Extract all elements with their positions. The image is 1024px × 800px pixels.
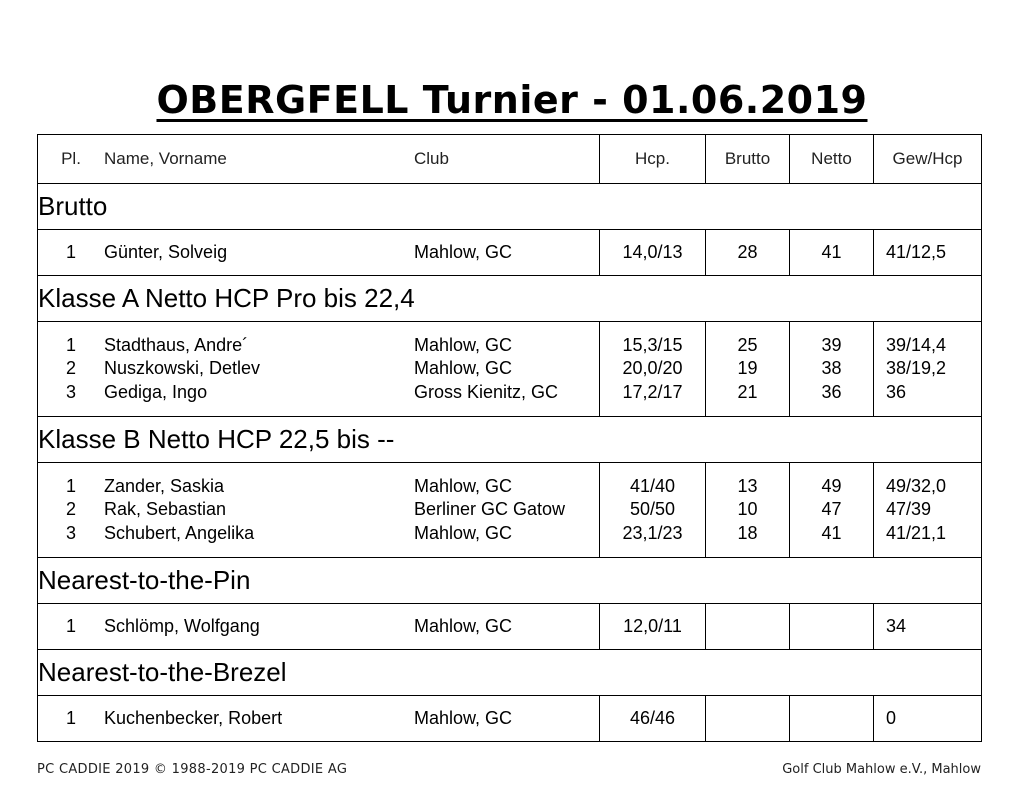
player-cell <box>38 322 600 417</box>
cell-netto: 47 <box>821 499 842 520</box>
cell-gew: 38/19,2 <box>886 358 947 379</box>
cell-column-netto <box>790 604 874 650</box>
cell-column-gew <box>874 696 982 742</box>
header-name: Name, Vorname <box>104 149 227 168</box>
cell-column-hcp <box>600 696 706 742</box>
cell-brutto: 18 <box>737 522 758 543</box>
cell-hcp: 46/46 <box>629 707 676 728</box>
section-title: Nearest-to-the-Brezel <box>38 650 982 696</box>
cell-gew: 41/21,1 <box>886 522 947 543</box>
cell-pl: 1 <box>65 334 76 355</box>
section-data-row <box>38 230 982 276</box>
cell-column-gew <box>874 463 982 558</box>
cell-hcp: 20,0/20 <box>622 358 683 379</box>
cell-column-netto <box>790 463 874 558</box>
cell-gew: 34 <box>886 615 907 636</box>
cell-gew: 39/14,4 <box>886 334 947 355</box>
column-pl <box>38 334 104 405</box>
header-gew: Gew/Hcp <box>874 135 982 184</box>
cell-brutto: 21 <box>737 381 758 402</box>
footer-copyright: PC CADDIE 2019 © 1988-2019 PC CADDIE AG <box>37 762 348 777</box>
cell-name: Schlömp, Wolfgang <box>104 615 260 636</box>
cell-hcp: 15,3/15 <box>622 334 683 355</box>
cell-column-hcp <box>600 230 706 276</box>
cell-name: Kuchenbecker, Robert <box>104 707 283 728</box>
cell-pl: 2 <box>65 358 76 379</box>
cell-column-brutto <box>706 463 790 558</box>
cell-column-netto <box>790 230 874 276</box>
header-netto: Netto <box>790 135 874 184</box>
cell-hcp: 17,2/17 <box>622 381 683 402</box>
cell-club: Berliner GC Gatow <box>414 499 566 520</box>
cell-gew: 41/12,5 <box>886 241 947 262</box>
cell-pl: 3 <box>65 381 76 402</box>
cell-name: Günter, Solveig <box>104 241 228 262</box>
column-club <box>414 334 604 405</box>
cell-brutto: 19 <box>737 358 758 379</box>
cell-pl: 1 <box>65 241 76 262</box>
section-title: Klasse A Netto HCP Pro bis 22,4 <box>38 276 982 322</box>
results-table <box>37 134 982 742</box>
cell-brutto: 10 <box>737 499 758 520</box>
cell-club: Mahlow, GC <box>414 334 513 355</box>
cell-name: Zander, Saskia <box>104 475 225 496</box>
cell-hcp: 23,1/23 <box>622 522 683 543</box>
column-club <box>414 241 604 265</box>
column-name <box>104 615 414 639</box>
cell-hcp: 41/40 <box>629 475 676 496</box>
column-pl <box>38 615 104 639</box>
column-pl <box>38 241 104 265</box>
column-club <box>414 475 604 546</box>
cell-name: Gediga, Ingo <box>104 381 208 402</box>
page-title: OBERGFELL Turnier - 01.06.2019 <box>156 78 868 122</box>
cell-hcp: 14,0/13 <box>622 241 683 262</box>
section-data-row <box>38 463 982 558</box>
cell-brutto <box>706 615 789 639</box>
column-name <box>104 475 414 546</box>
cell-gew: 36 <box>886 381 907 402</box>
section-data-row <box>38 604 982 650</box>
footer-club: Golf Club Mahlow e.V., Mahlow <box>782 762 981 777</box>
cell-column-gew <box>874 230 982 276</box>
section-header <box>38 417 982 463</box>
cell-club: Mahlow, GC <box>414 358 513 379</box>
cell-column-brutto <box>706 322 790 417</box>
cell-netto <box>790 707 873 731</box>
cell-club: Mahlow, GC <box>414 615 513 636</box>
cell-netto: 49 <box>821 475 842 496</box>
cell-pl: 1 <box>65 615 76 636</box>
column-pl <box>38 707 104 731</box>
player-cell <box>38 463 600 558</box>
cell-club: Mahlow, GC <box>414 475 513 496</box>
cell-hcp: 50/50 <box>629 499 676 520</box>
header-club: Club <box>414 149 449 168</box>
cell-column-brutto <box>706 604 790 650</box>
section-title: Klasse B Netto HCP 22,5 bis -- <box>38 417 982 463</box>
cell-brutto: 28 <box>737 241 758 262</box>
player-cell <box>38 230 600 276</box>
column-name <box>104 707 414 731</box>
player-cell <box>38 604 600 650</box>
column-club <box>414 707 604 731</box>
column-club <box>414 615 604 639</box>
cell-column-netto <box>790 696 874 742</box>
cell-column-hcp <box>600 463 706 558</box>
cell-name: Stadthaus, Andre´ <box>104 334 249 355</box>
cell-column-hcp <box>600 604 706 650</box>
cell-pl: 2 <box>65 499 76 520</box>
cell-netto: 38 <box>821 358 842 379</box>
cell-club: Gross Kienitz, GC <box>414 381 559 402</box>
header-pl: Pl. <box>61 149 81 168</box>
header-brutto: Brutto <box>706 135 790 184</box>
cell-brutto <box>706 707 789 731</box>
cell-gew: 49/32,0 <box>886 475 947 496</box>
section-header <box>38 650 982 696</box>
section-title: Nearest-to-the-Pin <box>38 558 982 604</box>
cell-column-brutto <box>706 230 790 276</box>
cell-name: Nuszkowski, Detlev <box>104 358 261 379</box>
cell-column-hcp <box>600 322 706 417</box>
player-cell <box>38 696 600 742</box>
column-name <box>104 241 414 265</box>
column-name <box>104 334 414 405</box>
column-pl <box>38 475 104 546</box>
section-title: Brutto <box>38 184 982 230</box>
cell-pl: 1 <box>65 707 76 728</box>
section-header <box>38 276 982 322</box>
cell-netto <box>790 615 873 639</box>
cell-pl: 3 <box>65 522 76 543</box>
cell-gew: 47/39 <box>886 499 932 520</box>
cell-hcp: 12,0/11 <box>623 615 682 636</box>
cell-netto: 41 <box>821 522 842 543</box>
cell-brutto: 13 <box>737 475 758 496</box>
header-row <box>38 135 982 184</box>
cell-netto: 39 <box>821 334 842 355</box>
header-hcp: Hcp. <box>600 135 706 184</box>
cell-name: Rak, Sebastian <box>104 499 227 520</box>
section-header <box>38 184 982 230</box>
cell-pl: 1 <box>65 475 76 496</box>
cell-brutto: 25 <box>737 334 758 355</box>
cell-gew: 0 <box>886 707 897 728</box>
cell-column-gew <box>874 322 982 417</box>
cell-club: Mahlow, GC <box>414 241 513 262</box>
cell-netto: 41 <box>821 241 842 262</box>
section-data-row <box>38 696 982 742</box>
section-header <box>38 558 982 604</box>
cell-netto: 36 <box>821 381 842 402</box>
cell-column-netto <box>790 322 874 417</box>
cell-column-brutto <box>706 696 790 742</box>
cell-club: Mahlow, GC <box>414 522 513 543</box>
section-data-row <box>38 322 982 417</box>
cell-column-gew <box>874 604 982 650</box>
cell-name: Schubert, Angelika <box>104 522 255 543</box>
cell-club: Mahlow, GC <box>414 707 513 728</box>
